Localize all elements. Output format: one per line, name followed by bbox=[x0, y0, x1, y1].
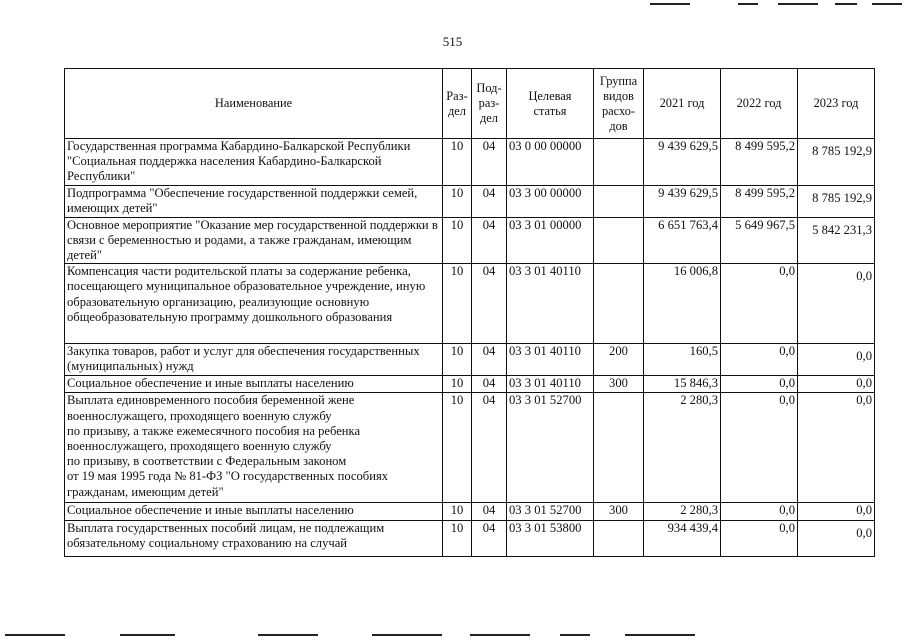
row-group bbox=[594, 139, 644, 186]
row-2021: 2 280,3 bbox=[644, 503, 721, 520]
table-row bbox=[65, 393, 875, 503]
row-2022: 0,0 bbox=[721, 520, 798, 556]
header-name: Наименование bbox=[65, 69, 443, 139]
row-section: 10 bbox=[443, 393, 472, 503]
row-2021: 9 439 629,5 bbox=[644, 139, 721, 186]
row-name: Выплата государственных пособий лицам, не подлежащим обязательному социальному страхованию на случай bbox=[65, 520, 443, 556]
row-section: 10 bbox=[443, 376, 472, 393]
row-2021: 15 846,3 bbox=[644, 376, 721, 393]
row-subsection: 04 bbox=[472, 139, 507, 186]
header-2023: 2023 год bbox=[798, 69, 875, 139]
row-section: 10 bbox=[443, 520, 472, 556]
row-2021: 2 280,3 bbox=[644, 393, 721, 503]
row-name: Компенсация части родительской платы за содержание ребенка, посещающего муниципальное образовательное учреждение, иную образовательную организацию, реализующие основную общеобразовательную программу дошкольного образования bbox=[65, 264, 443, 344]
row-target: 03 3 01 40110 bbox=[507, 376, 594, 393]
row-group bbox=[594, 393, 644, 503]
row-2021: 6 651 763,4 bbox=[644, 217, 721, 264]
page-number: 515 bbox=[442, 34, 463, 49]
row-group: 200 bbox=[594, 344, 644, 376]
row-2021: 9 439 629,5 bbox=[644, 185, 721, 217]
row-name: Выплата единовременного пособия беременной жене военнослужащего, проходящего военную службу по призыву, а также ежемесячного пособия на ребенка военнослужащего, проходящего военную службу по призыву, в соответствии с Федеральным законом от 19 мая 1995 года № 81-ФЗ "О государственных пособиях гражданам, имеющим детей" bbox=[65, 393, 443, 503]
row-target: 03 3 00 00000 bbox=[507, 185, 594, 217]
row-2023: 0,0 bbox=[798, 376, 875, 393]
table-row bbox=[65, 139, 875, 186]
row-2023: 8 785 192,9 bbox=[798, 185, 875, 217]
header-2022: 2022 год bbox=[721, 69, 798, 139]
row-group bbox=[594, 185, 644, 217]
row-2022: 8 499 595,2 bbox=[721, 139, 798, 186]
row-2021: 934 439,4 bbox=[644, 520, 721, 556]
header-expense-group: Группа видов расхо- дов bbox=[594, 69, 644, 139]
row-2021: 16 006,8 bbox=[644, 264, 721, 344]
row-section: 10 bbox=[443, 185, 472, 217]
header-2021: 2021 год bbox=[644, 69, 721, 139]
row-group bbox=[594, 264, 644, 344]
row-2023: 0,0 bbox=[798, 393, 875, 503]
row-target: 03 3 01 53800 bbox=[507, 520, 594, 556]
scan-rule bbox=[872, 3, 902, 5]
row-target: 03 3 01 40110 bbox=[507, 264, 594, 344]
row-2022: 0,0 bbox=[721, 344, 798, 376]
row-name: Закупка товаров, работ и услуг для обеспечения государственных (муниципальных) нужд bbox=[65, 344, 443, 376]
table-row bbox=[65, 503, 875, 520]
scan-rule bbox=[625, 634, 695, 636]
scan-rule bbox=[5, 634, 65, 636]
row-subsection: 04 bbox=[472, 376, 507, 393]
header-target-article: Целевая статья bbox=[507, 69, 594, 139]
scan-rule bbox=[650, 3, 690, 5]
budget-table bbox=[64, 68, 875, 557]
row-subsection: 04 bbox=[472, 503, 507, 520]
row-subsection: 04 bbox=[472, 520, 507, 556]
row-2023: 0,0 bbox=[798, 264, 875, 344]
row-target: 03 3 01 52700 bbox=[507, 503, 594, 520]
row-subsection: 04 bbox=[472, 344, 507, 376]
scan-rule bbox=[120, 634, 175, 636]
row-name: Социальное обеспечение и иные выплаты населению bbox=[65, 503, 443, 520]
table-row bbox=[65, 376, 875, 393]
row-name: Подпрограмма "Обеспечение государственной поддержки семей, имеющих детей" bbox=[65, 185, 443, 217]
row-2022: 0,0 bbox=[721, 376, 798, 393]
row-2022: 5 649 967,5 bbox=[721, 217, 798, 264]
row-name: Государственная программа Кабардино-Балкарской Республики "Социальная поддержка населения Кабардино-Балкарской Республики" bbox=[65, 139, 443, 186]
table-header-row bbox=[65, 69, 875, 139]
row-2023: 5 842 231,3 bbox=[798, 217, 875, 264]
table-row bbox=[65, 264, 875, 344]
row-subsection: 04 bbox=[472, 217, 507, 264]
row-group bbox=[594, 520, 644, 556]
scan-rule bbox=[778, 3, 818, 5]
scan-rule bbox=[470, 634, 530, 636]
header-section: Раз- дел bbox=[443, 69, 472, 139]
row-2022: 0,0 bbox=[721, 393, 798, 503]
row-target: 03 3 01 40110 bbox=[507, 344, 594, 376]
table-row bbox=[65, 217, 875, 264]
row-2022: 0,0 bbox=[721, 264, 798, 344]
row-subsection: 04 bbox=[472, 185, 507, 217]
scan-rule bbox=[372, 634, 442, 636]
row-target: 03 3 01 52700 bbox=[507, 393, 594, 503]
row-section: 10 bbox=[443, 217, 472, 264]
row-section: 10 bbox=[443, 264, 472, 344]
row-2022: 0,0 bbox=[721, 503, 798, 520]
row-2021: 160,5 bbox=[644, 344, 721, 376]
header-subsection: Под- раз- дел bbox=[472, 69, 507, 139]
row-target: 03 3 01 00000 bbox=[507, 217, 594, 264]
row-2023: 0,0 bbox=[798, 503, 875, 520]
row-section: 10 bbox=[443, 344, 472, 376]
row-subsection: 04 bbox=[472, 264, 507, 344]
table-row bbox=[65, 520, 875, 556]
scan-rule bbox=[258, 634, 318, 636]
row-group: 300 bbox=[594, 376, 644, 393]
row-name: Социальное обеспечение и иные выплаты населению bbox=[65, 376, 443, 393]
table-row bbox=[65, 185, 875, 217]
row-target: 03 0 00 00000 bbox=[507, 139, 594, 186]
row-group: 300 bbox=[594, 503, 644, 520]
row-section: 10 bbox=[443, 139, 472, 186]
scan-rule bbox=[738, 3, 758, 5]
table-row bbox=[65, 344, 875, 376]
scan-rule bbox=[560, 634, 590, 636]
row-2023: 0,0 bbox=[798, 520, 875, 556]
row-subsection: 04 bbox=[472, 393, 507, 503]
row-2023: 8 785 192,9 bbox=[798, 139, 875, 186]
row-group bbox=[594, 217, 644, 264]
row-2023: 0,0 bbox=[798, 344, 875, 376]
row-name: Основное мероприятие "Оказание мер государственной поддержки в связи с беременностью и родами, а также гражданам, имеющим детей" bbox=[65, 217, 443, 264]
row-2022: 8 499 595,2 bbox=[721, 185, 798, 217]
row-section: 10 bbox=[443, 503, 472, 520]
scan-rule bbox=[835, 3, 857, 5]
